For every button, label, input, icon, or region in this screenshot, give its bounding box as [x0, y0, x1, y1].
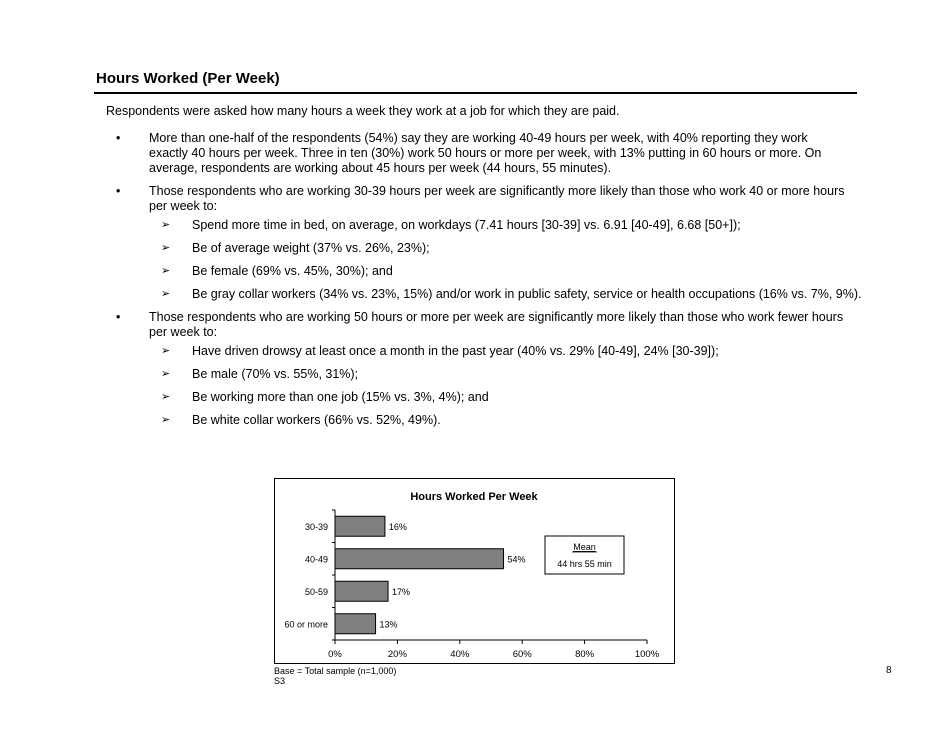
- intro-text: Respondents were asked how many hours a week they work at a job for which they are paid.: [106, 104, 620, 118]
- bullet-dot: •: [116, 131, 121, 145]
- x-tick-label: 40%: [450, 649, 470, 660]
- page-number: 8: [886, 665, 892, 676]
- bullet-dot: •: [116, 310, 121, 324]
- mean-heading: Mean: [573, 542, 596, 552]
- data-label: 17%: [392, 586, 411, 597]
- hours-worked-chart: [274, 478, 675, 664]
- arrow-bullet-icon: ➢: [161, 265, 171, 277]
- page-title: Hours Worked (Per Week): [96, 70, 280, 87]
- footnote-code: S3: [274, 676, 286, 686]
- arrow-bullet-icon: ➢: [161, 288, 171, 300]
- arrow-bullet-icon: ➢: [161, 345, 171, 357]
- x-tick-label: 0%: [328, 649, 342, 660]
- title-divider: [94, 92, 857, 94]
- x-tick-label: 20%: [387, 649, 407, 660]
- x-tick-label: 60%: [512, 649, 532, 660]
- bullet-3-text: Those respondents who are working 50 hours or more per week are significantly more likely than those who work fewer hours per week to:: [149, 310, 844, 339]
- sub-item: ➢ Be white collar workers (66% vs. 52%, 49%).: [161, 413, 441, 427]
- bullet-2-text: Those respondents who are working 30-39 hours per week are significantly more likely than those who work 40 or more hours per week to:: [149, 184, 845, 213]
- sub-item: ➢ Be of average weight (37% vs. 26%, 23%);: [161, 241, 430, 255]
- arrow-bullet-icon: ➢: [161, 391, 171, 403]
- x-tick-label: 100%: [634, 649, 660, 660]
- footnote-base: Base = Total sample (n=1,000): [274, 666, 397, 676]
- sub-item: ➢ Be female (69% vs. 45%, 30%); and: [161, 264, 393, 278]
- arrow-bullet-icon: ➢: [161, 414, 171, 426]
- bullet-dot: •: [116, 184, 121, 198]
- sub-item: ➢ Be male (70% vs. 55%, 31%);: [161, 367, 359, 381]
- arrow-bullet-icon: ➢: [161, 219, 171, 231]
- category-label: 60 or more: [284, 619, 328, 630]
- mean-value: 44 hrs 55 min: [557, 559, 612, 569]
- bar-40-49: [335, 549, 503, 569]
- data-label: 54%: [507, 554, 526, 565]
- arrow-bullet-icon: ➢: [161, 242, 171, 254]
- sub-item: ➢ Spend more time in bed, on average, on workdays (7.41 hours [30-39] vs. 6.91 [40-49], 6.68 [50+]);: [161, 218, 741, 232]
- sub-item: ➢ Be working more than one job (15% vs. 3%, 4%); and: [161, 390, 489, 404]
- bar-50-59: [335, 581, 388, 601]
- sub-item: ➢ Be gray collar workers (34% vs. 23%, 15%) and/or work in public safety, service or health occupations (16% vs. 7%, 9%).: [161, 287, 862, 301]
- category-label: 30-39: [304, 521, 328, 532]
- bar-30-39: [335, 516, 385, 536]
- data-label: 16%: [388, 521, 407, 532]
- bullet-1-text: More than one-half of the respondents (54%) say they are working 40-49 hours per week, with 40% reporting they work exactly 40 hours per week. Three in ten (30%) work 50 hours or more per week, with 13% putting in 60 hours or more. On average, respondents are working about 45 hours per week (44 hours, 55 minutes).: [149, 131, 822, 175]
- arrow-bullet-icon: ➢: [161, 368, 171, 380]
- chart-title: Hours Worked Per Week: [410, 491, 538, 503]
- bullet-3: [116, 310, 849, 340]
- bar-60-or-more: [335, 614, 376, 634]
- bullet-2: [116, 184, 849, 214]
- bullet-1: [116, 131, 849, 176]
- sub-item: ➢ Have driven drowsy at least once a month in the past year (40% vs. 29% [40-49], 24% [30-39]);: [161, 344, 719, 358]
- category-label: 40-49: [304, 554, 328, 565]
- x-tick-label: 80%: [575, 649, 595, 660]
- data-label: 13%: [379, 619, 398, 630]
- category-label: 50-59: [304, 586, 328, 597]
